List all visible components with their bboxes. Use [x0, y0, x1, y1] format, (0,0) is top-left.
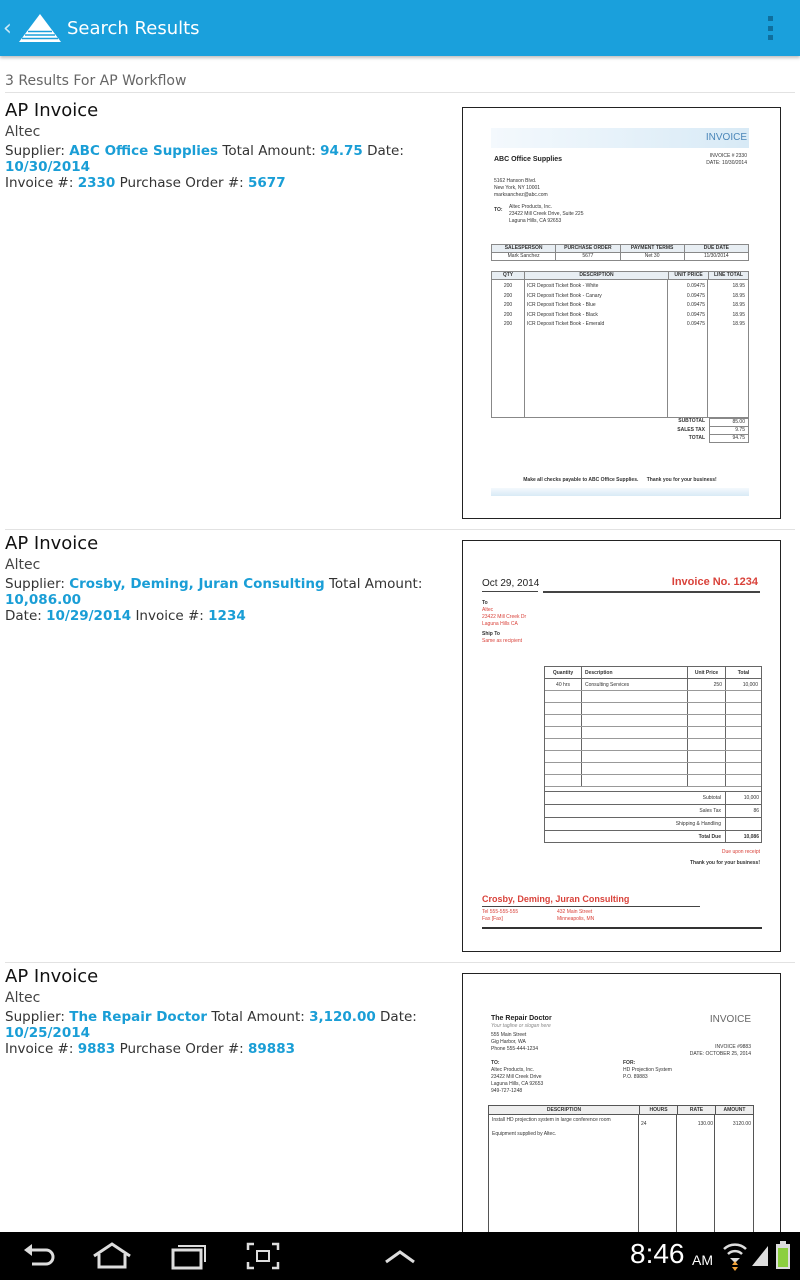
signal-icon: [750, 1244, 770, 1268]
up-navigation-icon[interactable]: ‹: [3, 15, 12, 41]
result-company: Altec: [5, 990, 41, 1006]
date-value: 10/30/2014: [5, 159, 91, 175]
invoice-line-row: 200 ICR Deposit Ticket Book - Blue 0.09475 18.95: [503, 302, 745, 308]
system-bar: [0, 1232, 800, 1280]
home-icon[interactable]: [90, 1240, 134, 1272]
result-details: Supplier: The Repair Doctor Total Amount: 3,120.00 Date: 10/25/2014 Invoice #: 9883 Purchase Order #: 89883: [5, 1009, 417, 1057]
overflow-menu-icon[interactable]: [766, 16, 774, 40]
supplier-value: ABC Office Supplies: [69, 143, 219, 159]
result-company: Altec: [5, 557, 41, 573]
chevron-up-icon[interactable]: [382, 1240, 418, 1272]
po-value: 5677: [248, 175, 286, 191]
total-value: 94.75: [320, 143, 363, 159]
divider: [5, 962, 795, 963]
action-bar: [0, 0, 800, 56]
invoice-line-row: 200 ICR Deposit Ticket Book - Black 0.09475 18.95: [503, 311, 745, 318]
invoice-line-row: 200 ICR Deposit Ticket Book - Emerald 0.09475 18.95: [503, 321, 745, 327]
supplier-value: The Repair Doctor: [69, 1009, 208, 1025]
invoice-thumbnail[interactable]: Oct 29, 2014 Invoice No. 1234 To Altec 23422 Mill Creek Dr Laguna Hills CA Ship To Same as recipient Quantity Description Unit Price Total 40 hrs Consulting Services 250 10,000 Subtotal 10,000 Sales Tax 86 Shipping & Handling Total Due 10,086 Due upon receipt Thank you for your business! Crosby, Deming, Juran Consulting Tel 555-555-555 Fax [Fax] 432 Main Street Minneapolis, MN: [462, 540, 781, 952]
app-logo-icon[interactable]: [17, 11, 63, 45]
results-count: 3 Results For AP Workflow: [5, 73, 187, 89]
result-company: Altec: [5, 124, 41, 140]
result-title: AP Invoice: [5, 966, 99, 987]
result-item[interactable]: [0, 533, 800, 963]
divider: [5, 529, 795, 530]
divider: [5, 92, 795, 93]
result-details: Supplier: Crosby, Deming, Juran Consulting Total Amount: 10,086.00 Date: 10/29/2014 Invoice #: 1234: [5, 576, 423, 624]
po-value: 89883: [248, 1041, 295, 1057]
invoice-value: 9883: [77, 1041, 116, 1057]
total-value: 10,086.00: [5, 592, 82, 608]
battery-icon: [775, 1240, 791, 1270]
recent-apps-icon[interactable]: [168, 1240, 208, 1272]
back-icon[interactable]: [20, 1240, 58, 1272]
invoice-thumbnail[interactable]: The Repair Doctor Your tagline or slogan here INVOICE 555 Main Street Gig Harbor, WA Phone 555-444-1234 INVOICE #9883 DATE: OCTOBER 25, 2014 TO: Altec Products, Inc. 23422 Mill Creek Drive Laguna Hills, CA 92653 949-727-1248 FOR: HD Projection System P.O. 89883 DESCRIPTION HOURS RATE AMOUNT Install HD projection system in large conference room 24 130.00 3120.00 Equipment supplied by Altec.: [462, 973, 781, 1243]
date-value: 10/29/2014: [46, 608, 132, 624]
screenshot-icon[interactable]: [244, 1240, 282, 1272]
result-title: AP Invoice: [5, 533, 99, 554]
supplier-value: Crosby, Deming, Juran Consulting: [69, 576, 325, 592]
invoice-thumbnail[interactable]: INVOICE ABC Office Supplies INVOICE # 2330 DATE: 10/30/2014 5162 Hanson Blvd. New York, NY 10001 marksanchez@abc.com TO: Altec Products, Inc. 23422 Mill Creek Drive, Suite 225 Laguna Hills, CA 92653 SALESPERSON PURCHASE ORDER PAYMENT TERMS DUE DATE Mark Sanchez 5677 Net 30 11/30/2014 QTY DESCRIPTION UNIT PRICE LINE TOTAL 200 ICR Deposit Ticket Book - White 0.09475 18.95 200 ICR Deposit Ticket Book - Canary 0.09475 18.95 200 ICR Deposit Ticket Book - Blue 0.09475 18.95 200 ICR Deposit Ticket Book - Black 0.09475 18.95 200 ICR Deposit Ticket Book - Emerald 0.09475 18.95 SUBTOTAL 85.00 SALES TAX 9.75 TOTAL 94.75 Make all checks payable to ABC Office Supplies. Thank you for your business!: [462, 107, 781, 519]
result-item[interactable]: [0, 966, 800, 1232]
page-title: Search Results: [67, 17, 200, 39]
clock-ampm: AM: [692, 1252, 713, 1268]
invoice-line-row: 200 ICR Deposit Ticket Book - White 0.09475 18.95: [503, 283, 745, 289]
invoice-value: 2330: [77, 175, 116, 191]
invoice-value: 1234: [208, 608, 246, 624]
result-details: Supplier: ABC Office Supplies Total Amount: 94.75 Date: 10/30/2014 Invoice #: 2330 Purchase Order #: 5677: [5, 143, 404, 191]
total-value: 3,120.00: [309, 1009, 376, 1025]
invoice-line-row: 200 ICR Deposit Ticket Book - Canary 0.09475 18.95: [503, 292, 745, 299]
date-value: 10/25/2014: [5, 1025, 91, 1041]
result-title: AP Invoice: [5, 100, 99, 121]
clock: 8:46: [630, 1238, 685, 1269]
result-item[interactable]: [0, 100, 800, 530]
wifi-icon: [722, 1241, 748, 1271]
